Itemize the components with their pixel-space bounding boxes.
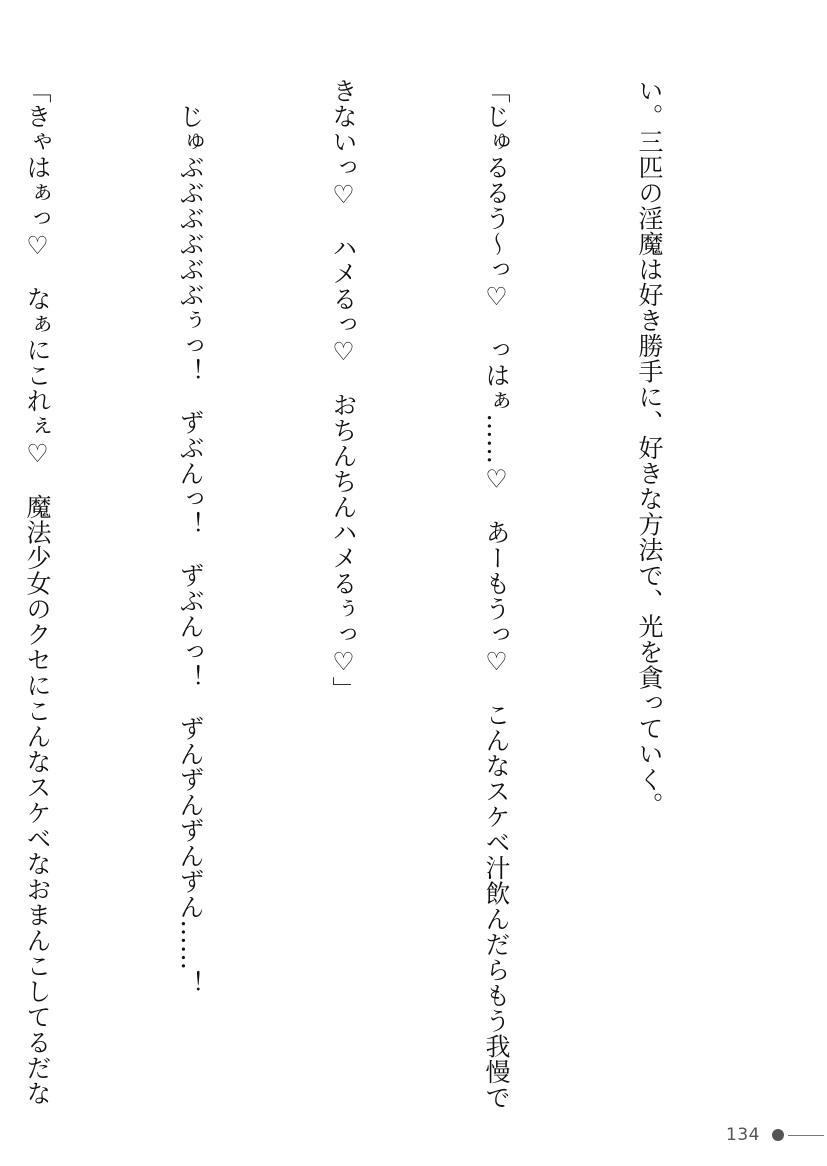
text-line-5: 「きゃはぁっ♡ なぁにこれぇ♡ 魔法少女のクセにこんなスケベなおまんこしてるだな (23, 78, 52, 1106)
text-line-2: 「じゅるるう〜っ♡ っはぁ……♡ あーもうっ♡ こんなスケベ汁飲んだらもう我慢で (482, 78, 511, 1110)
page-number: 134 (726, 1125, 760, 1145)
text-line-3: きないっ♡ ハメるっ♡ おちんちんハメるぅっ♡」 (329, 78, 358, 702)
text-line-1: い。三匹の淫魔は好き勝手に、好きな方法で、光を貪っていく。 (635, 78, 664, 818)
text-line-4: じゅぶぶぶぶぶぶぅっ！ ずぶんっ！ ずぶんっ！ ずんずんずんずん……！ (176, 78, 205, 996)
page-marker-dot-icon (772, 1129, 784, 1141)
vertical-text-body (0, 78, 777, 1110)
page-marker-rule (788, 1135, 824, 1136)
page-footer (726, 1124, 824, 1146)
